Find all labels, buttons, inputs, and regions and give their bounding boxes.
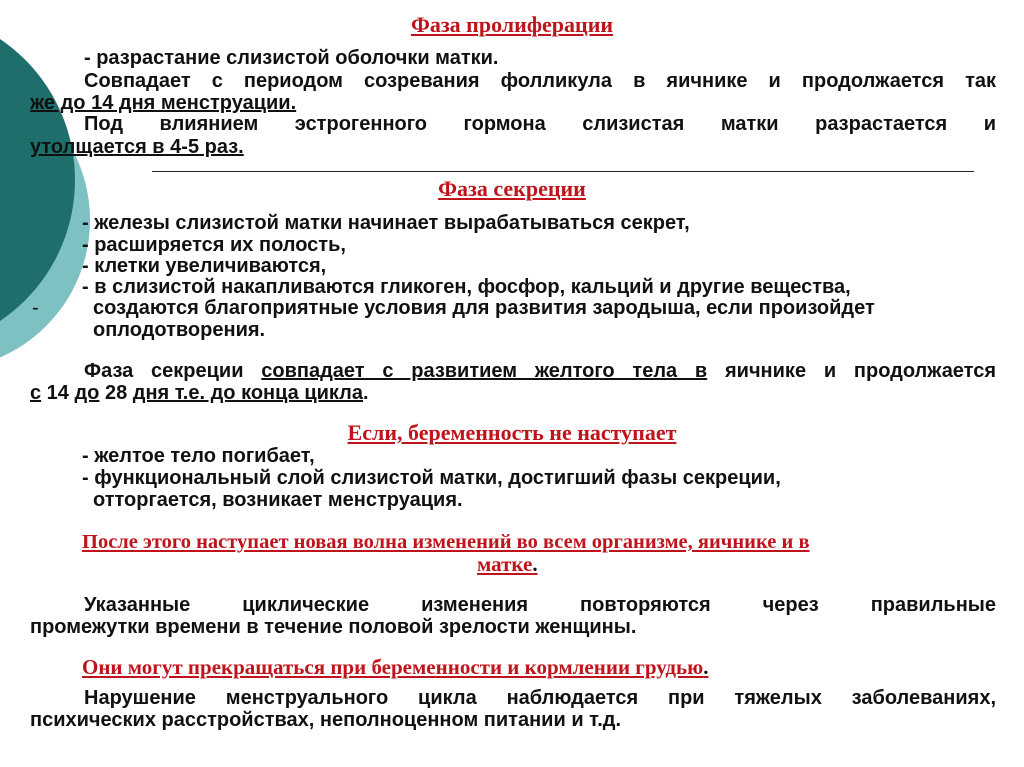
secretion-item-3: - клетки увеличиваются, [82, 255, 327, 277]
cyclic-line-2: промежутки времени в течение половой зрелости женщины. [30, 616, 637, 638]
no-pregnancy-line-1: - желтое тело погибает, [82, 445, 315, 467]
secretion-summary-line-1: Фаза секреции совпадает с развитием желтого тела в яичнике и продолжается [84, 360, 996, 382]
proliferation-line-2b: же до 14 дня менструации. [30, 92, 297, 114]
no-pregnancy-line-2: - функциональный слой слизистой матки, достигший фазы секреции, [82, 467, 781, 489]
no-pregnancy-line-3: отторгается, возникает менструация. [93, 489, 463, 511]
no-pregnancy-title: Если, беременность не наступает [347, 420, 677, 445]
proliferation-line-3a: Под влиянием эстрогенного гормона слизистая матки разрастается и [84, 113, 996, 135]
secretion-item-5-dash: - [32, 297, 39, 319]
secretion-item-5b: оплодотворения. [93, 319, 266, 341]
secretion-title: Фаза секреции [438, 176, 586, 201]
secretion-item-2: - расширяется их полость, [82, 234, 346, 256]
disorder-line-2: психических расстройствах, неполноценном питании и т.д. [30, 709, 622, 731]
secretion-item-5a: создаются благоприятные условия для развития зародыша, если произойдет [93, 297, 875, 319]
proliferation-line-3b: утолщается в 4-5 раз. [30, 136, 244, 158]
secretion-item-4: - в слизистой накапливаются гликоген, фосфор, кальций и другие вещества, [82, 276, 851, 298]
after-line-1: После этого наступает новая волна изменений во всем организме, яичнике и в [82, 531, 810, 553]
proliferation-line-1: - разрастание слизистой оболочки матки. [84, 47, 499, 69]
proliferation-title: Фаза пролиферации [410, 12, 614, 37]
stop-line: Они могут прекращаться при беременности и кормлении грудью. [82, 655, 709, 679]
section-divider [152, 171, 974, 172]
secretion-item-1: - железы слизистой матки начинает вырабатываться секрет, [82, 212, 690, 234]
after-line-2: матке. [477, 552, 538, 576]
secretion-summary-line-2: с 14 до 28 дня т.е. до конца цикла. [30, 382, 369, 404]
disorder-line-1: Нарушение менструального цикла наблюдается при тяжелых заболеваниях, [84, 687, 996, 709]
cyclic-line-1: Указанные циклические изменения повторяются через правильные [84, 594, 996, 616]
proliferation-line-2a: Совпадает с периодом созревания фолликула в яичнике и продолжается так [84, 70, 996, 92]
